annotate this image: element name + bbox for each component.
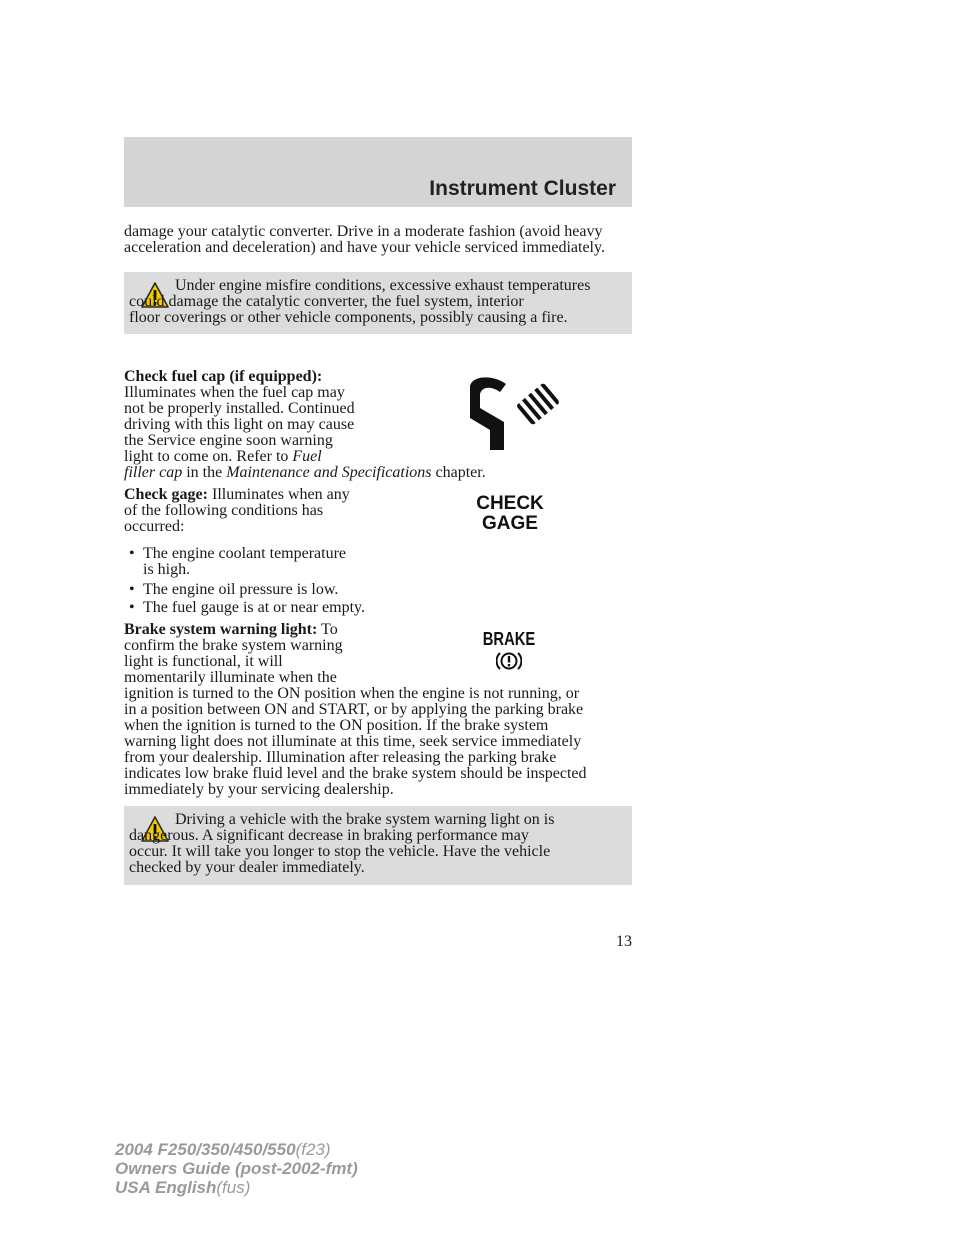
- fuel-cap-mid-text: in the: [186, 464, 223, 481]
- footer-language-code: (fus): [216, 1178, 251, 1197]
- fuel-cap-line: Illuminates when the fuel cap may: [124, 384, 345, 401]
- bullet-text: The fuel gauge is at or near empty.: [143, 599, 365, 616]
- warning1-line1: Under engine misfire conditions, excessive exhaust temperatures: [175, 277, 591, 294]
- list-item: [124, 600, 394, 616]
- brake-line: immediately by your servicing dealership.: [124, 781, 394, 798]
- check-gage-symbol-line2: GAGE: [482, 513, 538, 534]
- warning-text-brake: [129, 812, 624, 876]
- fuel-cap-ref-chapter: Maintenance and Specifications: [226, 464, 432, 481]
- warning1-line3: floor coverings or other vehicle components, possibly causing a fire.: [129, 309, 568, 326]
- bullet-text: The engine oil pressure is low.: [143, 581, 339, 598]
- brake-symbol-label: BRAKE: [482, 629, 536, 649]
- footer-guide: Owners Guide (post-2002-fmt): [115, 1159, 358, 1178]
- list-item: [124, 546, 394, 578]
- warning2-line2: dangerous. A significant decrease in braking performance may: [129, 827, 529, 844]
- intro-paragraph: damage your catalytic converter. Drive in a moderate fashion (avoid heavy acceleration and deceleration) and have your vehicle serviced immediately.: [124, 223, 605, 256]
- check-gage-line3: occurred:: [124, 518, 185, 535]
- footer-language: USA English: [115, 1178, 217, 1197]
- fuel-cap-line: light to come on. Refer to: [124, 448, 289, 465]
- bullet-mark: •: [129, 581, 135, 598]
- fuel-cap-ref-part2: filler cap: [124, 464, 183, 481]
- brake-paragraph: [124, 622, 632, 798]
- brake-line: when the ignition is turned to the ON position. If the brake system: [124, 717, 549, 734]
- footer-model: 2004 F250/350/450/550: [115, 1140, 296, 1159]
- warning-box-brake: [124, 806, 632, 885]
- bullet-mark: •: [129, 545, 135, 562]
- check-gage-line1: Illuminates when any: [211, 486, 350, 503]
- brake-line: confirm the brake system warning: [124, 637, 343, 654]
- section-header: [124, 137, 632, 207]
- warning2-line1: Driving a vehicle with the brake system warning light on is: [175, 811, 555, 828]
- brake-line: ignition is turned to the ON position when the engine is not running, or: [124, 685, 580, 702]
- check-gage-paragraph: [124, 487, 386, 535]
- brake-first-word: To: [321, 621, 338, 638]
- warning-box-misfire: [124, 272, 632, 334]
- brake-line: momentarily illuminate when the: [124, 669, 337, 686]
- fuel-cap-line: driving with this light on may cause: [124, 416, 355, 433]
- fuel-cap-ref-part1: Fuel: [292, 448, 322, 465]
- page-number: 13: [616, 933, 632, 950]
- fuel-cap-line: the Service engine soon warning: [124, 432, 333, 449]
- fuel-cap-end-text: chapter.: [435, 464, 486, 481]
- section-title: Instrument Cluster: [429, 177, 616, 200]
- check-gage-symbol: [464, 494, 556, 534]
- brake-warning-icon: [496, 650, 522, 672]
- list-item: [124, 582, 394, 598]
- brake-line: from your dealership. Illumination after releasing the parking brake: [124, 749, 557, 766]
- check-gage-heading: Check gage:: [124, 486, 208, 503]
- check-gage-symbol-line1: CHECK: [476, 493, 544, 514]
- brake-line: warning light does not illuminate at this time, seek service immediately: [124, 733, 582, 750]
- bullet-text: The engine coolant temperature: [143, 545, 347, 562]
- bullet-mark: •: [129, 599, 135, 616]
- warning1-line2: could damage the catalytic converter, the fuel system, interior: [129, 293, 524, 310]
- footer-model-code: (f23): [295, 1140, 331, 1159]
- brake-line: light is functional, it will: [124, 653, 283, 670]
- warning2-line3: occur. It will take you longer to stop the vehicle. Have the vehicle: [129, 843, 551, 860]
- fuel-cap-symbol-icon: [466, 372, 562, 452]
- brake-heading: Brake system warning light:: [124, 621, 318, 638]
- document-footer: [115, 1140, 358, 1197]
- bullet-text: is high.: [143, 561, 191, 578]
- brake-line: indicates low brake fluid level and the brake system should be inspected: [124, 765, 587, 782]
- warning2-line4: checked by your dealer immediately.: [129, 859, 365, 876]
- fuel-cap-heading: Check fuel cap (if equipped):: [124, 368, 323, 385]
- warning-text-misfire: [129, 278, 624, 326]
- brake-symbol: [476, 630, 542, 674]
- fuel-cap-line: not be properly installed. Continued: [124, 400, 355, 417]
- brake-line: in a position between ON and START, or by applying the parking brake: [124, 701, 584, 718]
- check-gage-line2: of the following conditions has: [124, 502, 324, 519]
